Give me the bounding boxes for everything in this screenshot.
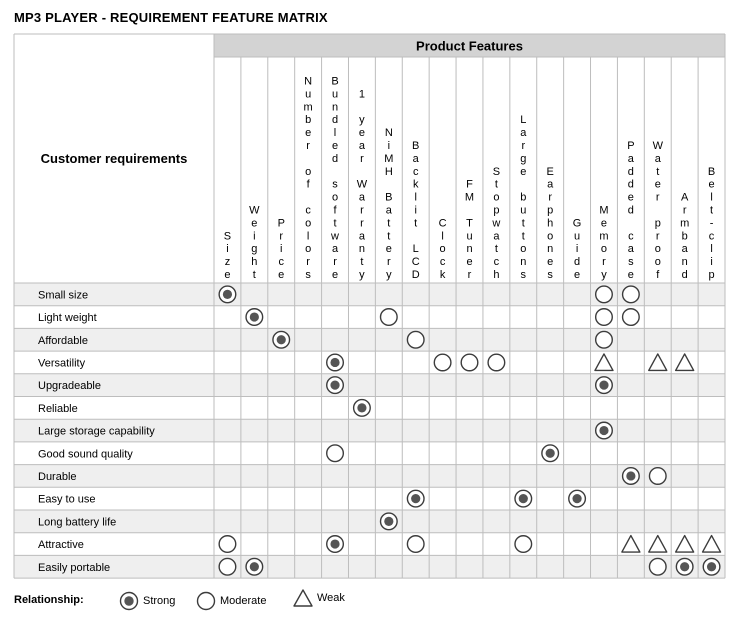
moderate-relationship-icon: [461, 354, 478, 371]
feature-header: eziS: [223, 230, 232, 281]
strong-relationship-icon: [219, 286, 236, 303]
requirement-label: Easily portable: [38, 561, 111, 574]
strong-relationship-icon: [407, 490, 424, 507]
feature-header: pilc-tleB: [707, 165, 716, 281]
feature-header: renuTMF: [464, 178, 475, 281]
requirement-label: Easy to use: [38, 493, 96, 506]
feature-header: ytnarraWraey1: [356, 88, 368, 281]
feature-header: dnabmrA: [680, 191, 690, 281]
weak-relationship-icon: [649, 354, 667, 371]
moderate-relationship-icon: [219, 536, 236, 553]
strong-relationship-icon: [515, 490, 532, 507]
legend-weak-label: Weak: [317, 592, 345, 604]
customer-requirements-header: Customer requirements: [40, 151, 188, 166]
weak-relationship-icon: [676, 536, 694, 553]
feature-header: DCLtilkcaB: [411, 140, 420, 281]
feature-header: esacdeddaP: [627, 140, 635, 281]
strong-symbol-icon: [118, 590, 140, 612]
row-band: [14, 510, 725, 533]
weak-relationship-icon: [595, 354, 613, 371]
requirement-label: Upgradeable: [38, 380, 101, 393]
moderate-relationship-icon: [219, 558, 236, 575]
legend-moderate-label: Moderate: [220, 595, 267, 607]
feature-header: yrettaBHMiN: [384, 127, 394, 281]
legend-weak: [292, 587, 345, 609]
weak-symbol-icon: [292, 587, 314, 609]
weak-relationship-icon: [703, 536, 721, 553]
strong-relationship-icon: [327, 536, 344, 553]
strong-relationship-icon: [676, 558, 693, 575]
feature-header: hctawpotS: [492, 165, 501, 281]
feature-header: foorpretaW: [652, 140, 663, 281]
moderate-relationship-icon: [515, 536, 532, 553]
requirement-label: Small size: [38, 289, 89, 302]
weak-relationship-icon: [649, 536, 667, 553]
requirement-label: Affordable: [38, 334, 88, 347]
requirement-label: Reliable: [38, 402, 78, 415]
weak-relationship-icon: [622, 536, 640, 553]
strong-relationship-icon: [354, 400, 371, 417]
row-band: [14, 374, 725, 397]
requirement-label: Durable: [38, 470, 77, 483]
moderate-relationship-icon: [381, 309, 398, 326]
requirement-label: Versatility: [38, 357, 86, 370]
moderate-relationship-icon: [623, 286, 640, 303]
row-band: [14, 283, 725, 306]
row-band: [14, 328, 725, 351]
moderate-symbol-icon: [195, 590, 217, 612]
feature-header: yromeM: [599, 204, 609, 281]
strong-relationship-icon: [623, 468, 640, 485]
feature-header: thgieW: [249, 204, 260, 281]
feature-header: srolocforebmuN: [303, 75, 313, 281]
requirement-label: Attractive: [38, 539, 84, 552]
legend-strong: [118, 590, 175, 612]
feature-header: ecirP: [277, 217, 285, 281]
requirement-label: Long battery life: [38, 516, 117, 529]
strong-relationship-icon: [381, 513, 398, 530]
strong-relationship-icon: [569, 490, 586, 507]
moderate-relationship-icon: [596, 286, 613, 303]
strong-relationship-icon: [327, 354, 344, 371]
moderate-relationship-icon: [649, 468, 666, 485]
strong-relationship-icon: [596, 377, 613, 394]
requirement-label: Good sound quality: [38, 448, 133, 461]
legend-strong-label: Strong: [143, 595, 176, 607]
moderate-relationship-icon: [434, 354, 451, 371]
moderate-relationship-icon: [596, 309, 613, 326]
strong-relationship-icon: [246, 309, 263, 326]
feature-header: snottubegraL: [520, 114, 527, 281]
strong-relationship-icon: [273, 331, 290, 348]
legend-moderate: [195, 590, 266, 612]
strong-relationship-icon: [327, 377, 344, 394]
strong-relationship-icon: [596, 422, 613, 439]
row-band: [14, 465, 725, 488]
strong-relationship-icon: [703, 558, 720, 575]
feature-header: senohpraE: [546, 165, 554, 281]
feature-header: erawtfosdeldnuB: [331, 75, 340, 281]
moderate-relationship-icon: [596, 331, 613, 348]
page-title: MP3 PLAYER - REQUIREMENT FEATURE MATRIX: [14, 10, 328, 25]
moderate-relationship-icon: [407, 331, 424, 348]
product-features-header: Product Features: [416, 38, 523, 54]
row-band: [14, 555, 725, 578]
moderate-relationship-icon: [488, 354, 505, 371]
legend-label: Relationship:: [14, 594, 84, 606]
requirement-label: Large storage capability: [38, 425, 155, 438]
grid: [14, 34, 725, 578]
feature-header: kcolC: [438, 217, 447, 281]
requirement-label: Light weight: [38, 312, 97, 325]
moderate-relationship-icon: [407, 536, 424, 553]
moderate-relationship-icon: [623, 309, 640, 326]
strong-relationship-icon: [246, 558, 263, 575]
moderate-relationship-icon: [649, 558, 666, 575]
weak-relationship-icon: [676, 354, 694, 371]
moderate-relationship-icon: [327, 445, 344, 462]
feature-header: ediuG: [572, 217, 582, 281]
strong-relationship-icon: [542, 445, 559, 462]
